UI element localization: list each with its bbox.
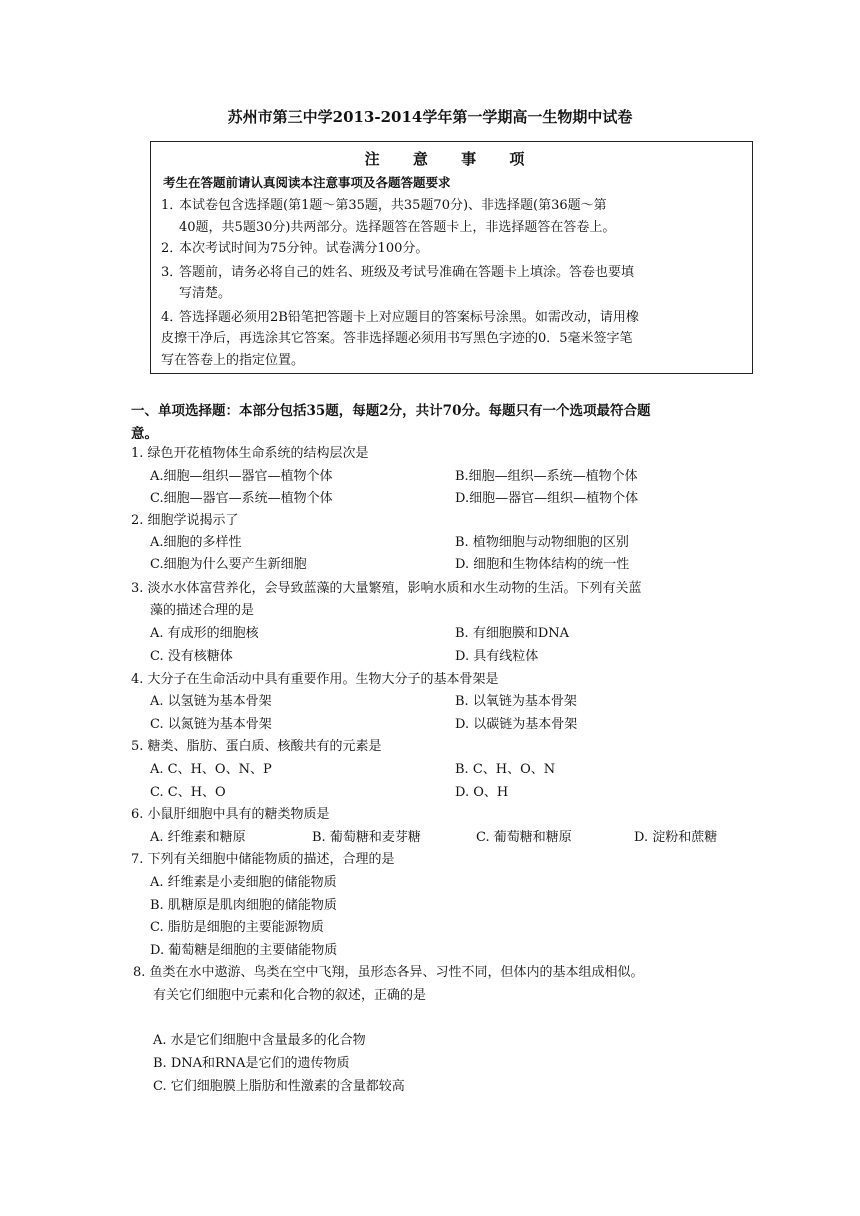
exam-title: 苏州市第三中学2013-2014学年第一学期高一生物期中试卷 <box>227 108 633 126</box>
rule-text: 40题，共5题30分)共两部分。选择题答在答题卡上，非选择题答在答卷上。 <box>179 219 616 235</box>
notice-subheading: 考生在答题前请认真阅读本注意事项及各题答题要求 <box>163 175 451 190</box>
option-b: B. 以氧链为基本骨架 <box>455 694 577 709</box>
option-b: B. 有细胞膜和DNA <box>455 626 570 641</box>
option-a: A.细胞—组织—器官—植物个体 <box>150 469 333 484</box>
option-c: C. 没有核糖体 <box>150 649 233 664</box>
question-4-stem: 4. 大分子在生命活动中具有重要作用。生物大分子的基本骨架是 <box>131 672 499 687</box>
question-3-stem: 3. 淡水水体富营养化，会导致蓝藻的大量繁殖，影响水质和水生动物的生活。下列有关蓝 <box>131 581 642 596</box>
rule-text: 本次考试时间为75分钟。试卷满分100分。 <box>179 241 429 256</box>
section-heading-line: 意。 <box>131 426 158 442</box>
option-d: D.细胞—器官—组织—植物个体 <box>455 491 639 506</box>
option-d: D. 葡萄糖是细胞的主要储能物质 <box>150 943 338 958</box>
notice-heading: 注 意 事 项 <box>364 150 539 168</box>
option-d: D. 细胞和生物体结构的统一性 <box>455 557 630 572</box>
question-7-stem: 7. 下列有关细胞中储能物质的描述，合理的是 <box>131 852 395 867</box>
option-d: D. 淀粉和蔗糖 <box>634 830 718 845</box>
question-1-stem: 1. 绿色开花植物体生命系统的结构层次是 <box>131 446 369 461</box>
option-c: C. C、H、O <box>150 785 226 800</box>
option-c: C. 它们细胞膜上脂肪和性激素的含量都较高 <box>153 1079 405 1094</box>
question-5-stem: 5. 糖类、脂肪、蛋白质、核酸共有的元素是 <box>131 739 382 754</box>
notice-box <box>150 141 753 374</box>
option-c: C. 葡萄糖和糖原 <box>476 830 572 845</box>
option-d: D. 以碳链为基本骨架 <box>455 717 578 732</box>
option-b: B. DNA和RNA是它们的遗传物质 <box>153 1056 350 1071</box>
option-b: B.细胞—组织—系统—植物个体 <box>455 469 638 484</box>
notice-rule-3 <box>161 262 740 305</box>
rule-text: 答题前，请务必将自己的姓名、班级及考试号准确在答题卡上填涂。答卷也要填 <box>179 264 635 280</box>
option-a: A. 纤维素是小麦细胞的储能物质 <box>150 875 337 890</box>
rule-number: 1． <box>161 198 183 213</box>
section-heading-line: 一、单项选择题：本部分包括35题，每题2分，共计70分。每题只有一个选项最符合题 <box>131 403 651 419</box>
option-d: D. O、H <box>455 785 509 800</box>
question-6-stem: 6. 小鼠肝细胞中具有的糖类物质是 <box>131 807 330 822</box>
rule-text: 本试卷包含选择题(第1题～第35题，共35题70分)、非选择题(第36题～第 <box>179 198 607 213</box>
option-c: C. 脂肪是细胞的主要能源物质 <box>150 920 324 935</box>
notice-rule-2 <box>161 238 740 260</box>
option-a: A.细胞的多样性 <box>150 535 242 550</box>
option-b: B. 植物细胞与动物细胞的区别 <box>455 535 629 550</box>
question-3-stem-cont: 藻的描述合理的是 <box>150 603 255 618</box>
notice-rule-1 <box>161 195 740 238</box>
option-b: B. 葡萄糖和麦芽糖 <box>312 830 421 845</box>
option-b: B. C、H、O、N <box>455 762 556 777</box>
question-8-stem: 8. 鱼类在水中遨游、鸟类在空中飞翔，虽形态各异、习性不同，但体内的基本组成相似。 <box>133 965 644 980</box>
option-a: A. 有成形的细胞核 <box>150 626 259 641</box>
option-d: D. 具有线粒体 <box>455 649 539 664</box>
question-8-stem-cont: 有关它们细胞中元素和化合物的叙述，正确的是 <box>153 988 427 1003</box>
rule-text: 写在答卷上的指定位置。 <box>161 352 305 368</box>
option-a: A. 水是它们细胞中含量最多的化合物 <box>153 1033 366 1048</box>
rule-number: 3． <box>161 264 183 280</box>
option-c: C. 以氮链为基本骨架 <box>150 717 272 732</box>
option-b: B. 肌糖原是肌肉细胞的储能物质 <box>150 898 337 913</box>
option-c: C.细胞为什么要产生新细胞 <box>150 557 307 572</box>
question-2-stem: 2. 细胞学说揭示了 <box>131 513 239 528</box>
rule-text: 皮擦干净后，再选涂其它答案。答非选择题必须用书写黑色字迹的0．5毫米签字笔 <box>161 331 633 346</box>
option-a: A. 以氢链为基本骨架 <box>150 694 272 709</box>
rule-number: 2． <box>161 241 183 256</box>
option-c: C.细胞—器官—系统—植物个体 <box>150 491 333 506</box>
notice-rule-4 <box>161 307 740 372</box>
option-a: A. 纤维素和糖原 <box>150 830 246 845</box>
section-heading <box>131 400 746 446</box>
rule-text: 答选择题必须用2B铅笔把答题卡上对应题目的答案标号涂黑。如需改动，请用橡 <box>179 309 639 325</box>
option-a: A. C、H、O、N、P <box>150 762 272 777</box>
rule-text: 写清楚。 <box>179 286 232 301</box>
rule-number: 4． <box>161 309 183 325</box>
